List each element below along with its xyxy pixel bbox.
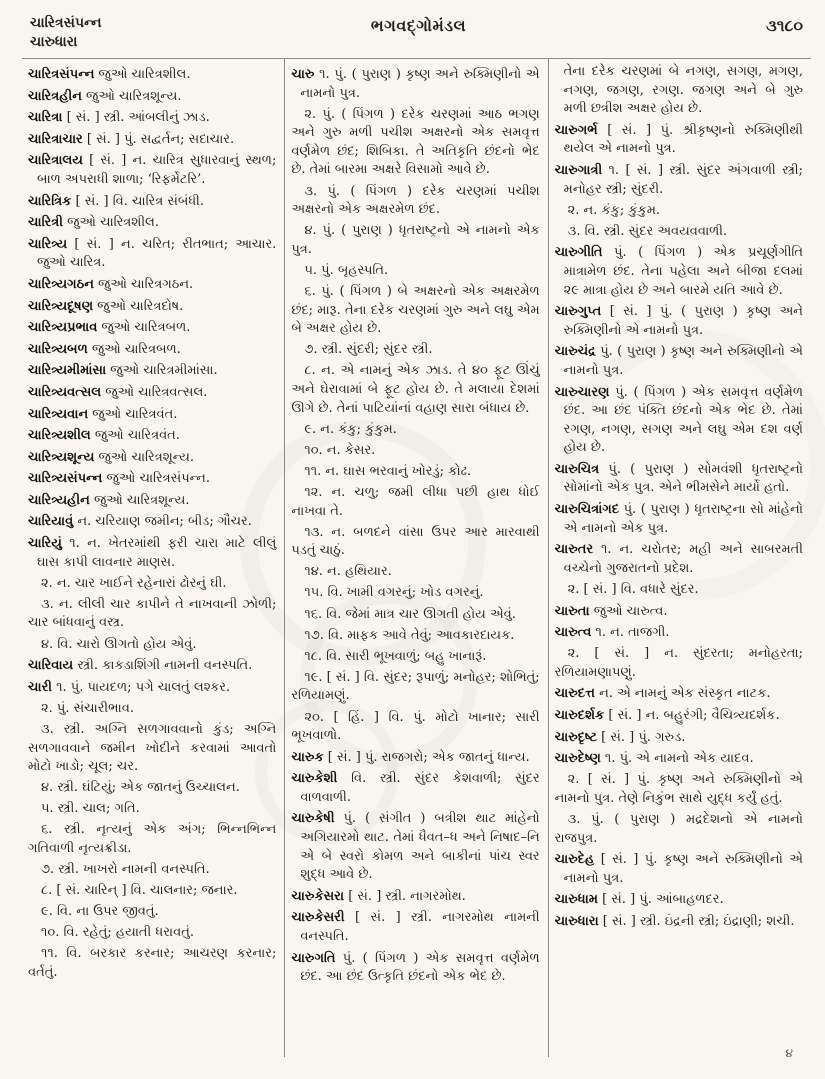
- headword: ચારિત્ર્ય: [28, 236, 68, 252]
- dictionary-entry: ચારિયું ૧. ન. ખેતરમાંથી ફરી ચારા માટે લીલું ઘાસ કાપી લાવનાર માણસ.: [28, 536, 277, 570]
- entry-sense: ૩. પું. ( પિંગળ ) દરેક ચરણમાં પચીશ અક્ષરનો એક અક્ષરમેળ છંદ.: [291, 183, 540, 218]
- column-left: [22, 59, 284, 1057]
- dictionary-entry: ચારુધારા [ સં. ] સ્ત્રી. ઇંદ્રની સ્ત્રી; ઇંદ્રાણી; શચી.: [554, 913, 795, 929]
- headword: ચારિત્રાલય: [28, 153, 83, 169]
- entry-sense: ૫. પું. બૃહસ્પતિ.: [304, 262, 389, 278]
- dictionary-entry: ચારુતર ૧. ન. ચરોતર; મહી અને સાબરમતી વચ્ચેનો ગુજરાતનો પ્રદેશ.: [554, 542, 803, 576]
- entry-continuation: તેના દરેક ચરણમાં બે નગણ, સગણ, મગણ, નગણ, જગણ, રગણ. જગણ અને બે ગુરુ મળી છત્રીશ અક્ષર હોય છે.: [563, 64, 803, 117]
- dictionary-entry: ચારિત્રી જુઓ ચારિત્રશીલ.: [28, 215, 160, 231]
- entry-sense: ૪. પું. ( પુરાણ ) ધૃતરાષ્ટ્રનો એ નામનો એક પુત્ર.: [291, 223, 540, 257]
- dictionary-entry: ચારિત્રસંપન્ન જુઓ ચારિત્રશીલ.: [28, 67, 191, 82]
- dictionary-entry: ચારુકેસરી [ સં. ] સ્ત્રી. નાગરમોથ નામની વનસ્પતિ.: [291, 910, 540, 945]
- entry-sense: ૭. સ્ત્રી. સુંદરી; સુંદર સ્ત્રી.: [304, 342, 433, 358]
- entry-sense: ૩. ન. લીલી ચાર કાપીને તે નાખવાની ઝોળી; ચાર બાંધવાનું વસ્ત્ર.: [28, 596, 277, 631]
- headword: ચારુ: [291, 67, 315, 82]
- entry-sense: ૧૬. વિ. જેમાં માત્ર ચાર ઊગતી હોય એવું.: [304, 606, 516, 622]
- dictionary-entry: ચારુતા જુઓ ચારુત્વ.: [554, 603, 668, 619]
- dictionary-entry: ચારિત્ર્યસંપન્ન જુઓ ચારિત્રસંપન્ન.: [28, 471, 210, 487]
- entry-sense: ૨. [ સં. ] પું. કૃષ્ણ અને રુક્મિણીનો એ નામનો પુત્ર. તેણે નિકુંભ સાથે યુદ્ધ કર્યું હતું.: [554, 772, 803, 806]
- dictionary-entry: ચારુદર્શક [ સં. ] ન. બહુરંગી; વૈચિત્ર્યદર્શક.: [554, 708, 780, 723]
- dictionary-entry: ચારિત્રાચાર [ સં. ] પું. સદ્વર્તન; સદાચાર.: [28, 131, 235, 147]
- entry-sense: ૨. ન. ચાર ખાઈને રહેનારાં ઢોરનું ઘી.: [41, 575, 227, 591]
- headword: ચારુતર: [554, 542, 594, 558]
- entry-sense: ૧૨. ન. ચળુ; જમી લીધા પછી હાથ ધોઈ નાખવા તે.: [291, 484, 540, 519]
- dictionary-entry: ચારિત્રિક [ સં. ] વિ. ચારિત્ર સંબંધી.: [28, 193, 204, 209]
- book-title: ભગવદ્ગોમંડલ: [370, 16, 467, 35]
- headword: ચારિત્ર્યમીમાંસા: [28, 363, 107, 379]
- entry-sense: ૨. [ સં. ] ન. સુંદરતા; મનોહરતા; રળિયામણાપણું.: [554, 646, 803, 680]
- dictionary-entry: ચારુક [ સં. ] પું. રાજગરો; એક જાતનું ધાન્ય.: [291, 749, 530, 765]
- dictionary-entry: ચારિત્ર્યપ્રભાવ જુઓ ચારિત્રબળ.: [28, 320, 191, 336]
- entry-sense: ૩. પું. ( પુરાણ ) મદ્રદેશનો એ નામનો રાજપુત્ર.: [554, 811, 803, 846]
- guide-word-first: ચારિત્રસંપન્ન: [30, 15, 102, 31]
- headword: ચારુદત્ત: [554, 686, 595, 702]
- headword: ચારુદેષ્ણ: [554, 751, 601, 767]
- entry-sense: ૯. ન. કંકુ; કુંકુમ.: [304, 421, 397, 437]
- headword: ચારિત્ર્યવત્સલ: [28, 384, 102, 400]
- headword: ચારિત્ર્યહીન: [28, 492, 90, 508]
- dictionary-entry: ચારિત્ર્યશૂન્ય જુઓ ચારિત્રશૂન્ય.: [28, 449, 195, 465]
- dictionary-entry: ચારી ૧. પું. પાયદળ; પગે ચાલતું લશ્કર.: [28, 679, 231, 695]
- page-header: [30, 14, 807, 58]
- entry-sense: ૨૦. [ હિં. ] વિ. પું. મોટો ખાનાર; સારી ભૂખવાળો.: [291, 709, 540, 744]
- entry-sense: ૬. સ્ત્રી. નૃત્યનું એક અંગ; ભિન્નભિન્ન ગતિવાળી નૃત્યક્રીડા.: [28, 822, 277, 856]
- headword: ચારુગર્ભ: [554, 122, 598, 138]
- dictionary-entry: ચારિત્ર્યશીલ જુઓ ચારિત્રવંત.: [28, 428, 180, 444]
- entry-sense: ૨. પું. ( પિંગળ ) દરેક ચરણમાં આઠ ભગણ અને ગુરુ મળી પચીશ અક્ષરનો એક સમવૃત્ત વર્ણમેળ છંદ; શિબિકા. તે અતિકૃતિ છંદનો ભેદ છે. તેમાં બારમા અક્ષરે વિસામો આવે છે.: [291, 106, 540, 178]
- dictionary-entry: ચારિત્ર્યમીમાંસા જુઓ ચારિત્રમીમાંસા.: [28, 363, 218, 379]
- dictionary-entry: ચારુગુપ્ત [ સં. ] પું. ( પુરાણ ) કૃષ્ણ અને રુક્મિણીનો એ નામનો પુત્ર.: [554, 304, 803, 338]
- dictionary-entry: ચારિત્ર્ય [ સં. ] ન. ચરિત; રીતભાત; આચાર. જુઓ ચારિત્ર.: [28, 236, 277, 271]
- dictionary-entry: ચારિત્રા [ સં. ] સ્ત્રી. આંબલીનું ઝાડ.: [28, 110, 210, 126]
- text-columns: [22, 59, 811, 1057]
- headword: ચારિત્ર્યબળ: [28, 341, 88, 357]
- headword: ચારિત્ર્યશીલ: [28, 428, 91, 444]
- headword: ચારિયાવું: [28, 514, 74, 530]
- entry-sense: ૧૭. વિ. માફક આવે તેવું; આવકારદાયક.: [304, 627, 515, 643]
- headword: ચારુચંદ્ર: [554, 344, 596, 360]
- headword: ચારુગતિ: [291, 950, 336, 966]
- dictionary-entry: ચારુગર્ભ [ સં. ] પું. શ્રીકૃષ્ણનો રુક્મિણીથી થયેલ એ નામનો પુત્ર.: [554, 122, 803, 157]
- headword: ચારુતા: [554, 603, 590, 619]
- headword: ચારિત્રાચાર: [28, 131, 83, 147]
- dictionary-entry: ચારુગીતિ પું. ( પિંગળ ) એક પ્રચૂર્ણગીતિ માત્રામેળ છંદ. તેના પહેલા અને બીજા દલમાં ૨૯ માત્રા હોય છે અને બારમે યતિ આવે છે.: [554, 245, 803, 298]
- headword: ચારુકેસરા: [291, 888, 345, 904]
- entry-sense: ૫. સ્ત્રી. ચાલ; ગતિ.: [41, 801, 140, 817]
- dictionary-entry: ચારુદૃષ્ટ [ સં. ] પું. ગરુડ.: [554, 729, 686, 745]
- headword: ચારુચારણ: [554, 384, 610, 400]
- headword: ચારુદૃષ્ટ: [554, 729, 598, 745]
- headword: ચારિત્ર્યશૂન્ય: [28, 449, 95, 465]
- guide-word-last: ચારુધારા: [30, 34, 78, 50]
- dictionary-entry: ચારિત્ર્યવાન જુઓ ચારિત્રવંત.: [28, 406, 178, 422]
- dictionary-entry: ચારિત્ર્યવત્સલ જુઓ ચારિત્રવત્સલ.: [28, 384, 208, 400]
- entry-sense: ૧૫. વિ. ખામી વગરનું; ખોડ વગરનું.: [304, 585, 484, 601]
- dictionary-entry: ચારુત્વ ૧. ન. તાજગી.: [554, 625, 670, 641]
- dictionary-entry: ચારિત્ર્યબળ જુઓ ચારિત્રબળ.: [28, 341, 181, 357]
- headword: ચારુકેશી: [291, 771, 338, 787]
- entry-sense: ૧૧. ન. ઘાસ ભરવાનું ખોરડું; કોઢ.: [304, 463, 472, 479]
- headword: ચારિત્ર્યદૂષણ: [28, 298, 94, 314]
- headword: ચારુક: [291, 749, 324, 765]
- headword: ચારુદેહ: [554, 852, 595, 868]
- entry-sense: ૩. વિ. સ્ત્રી. સુંદર અવયવવાળી.: [567, 223, 728, 239]
- column-right: [548, 59, 811, 1057]
- headword: ચારિત્રી: [28, 215, 63, 231]
- headword: ચારિત્રા: [28, 110, 63, 126]
- entry-sense: ૯. વિ. ના ઉપર જીવતું.: [41, 904, 159, 920]
- entry-sense: ૪. વિ. ચારો ઊગતો હોય એવું.: [41, 636, 197, 652]
- entry-sense: ૧૮. વિ. સારી ભૂખવાળું; બહુ ખાનારૂં.: [304, 648, 487, 664]
- headword: ચારુગીતિ: [554, 245, 603, 261]
- dictionary-entry: ચારુ ૧. પું. ( પુરાણ ) કૃષ્ણ અને રુક્મિણીનો એ નામનો પુત્ર.: [291, 67, 540, 101]
- dictionary-entry: ચારિવાય સ્ત્રી. કાકડાશિંગી નામની વનસ્પતિ.: [28, 658, 253, 674]
- signature-mark: ૪: [785, 1046, 793, 1060]
- entry-sense: ૧૧. વિ. બરકાર કરનાર; આચરણ કરનાર; વર્તતું.: [28, 946, 277, 981]
- page-number: ૩૧૮૦: [766, 16, 803, 35]
- dictionary-entry: ચારુધામ [ સં. ] પું. આંબાહળદર.: [554, 892, 724, 908]
- dictionary-entry: ચારિત્ર્યગઠન જુઓ ચારિત્રગઠન.: [28, 276, 194, 292]
- headword: ચારુકેસરી: [291, 910, 345, 926]
- entry-sense: ૩. સ્ત્રી. અગ્નિ સળગાવવાનો કુંડ; અગ્નિ સળગાવવાને જમીન ખોદીને કરવામાં આવતો મોટો ખાડો; ચૂલ; ચર.: [28, 721, 277, 775]
- entry-sense: ૬. પું. ( પિંગળ ) બે અક્ષરનો એક અક્ષરમેળ છંદ; મારૂ. તેના દરેક ચરણમાં ગુરુ અને લઘુ એમ બે અક્ષર હોય છે.: [291, 284, 540, 337]
- entry-sense: ૨. પું. સંચારીભાવ.: [41, 700, 134, 716]
- entry-sense: ૧૯. [ સં. ] વિ. સુંદર; રૂપાળું; મનોહર; શોભિતું; રળિયામણું.: [291, 669, 540, 704]
- headword: ચારુદર્શક: [554, 708, 605, 723]
- headword: ચારુધામ: [554, 892, 598, 908]
- dictionary-entry: ચારુચંદ્ર પું. ( પુરાણ ) કૃષ્ણ અને રુક્મિણીનો એ નામનો પુત્ર.: [554, 344, 803, 378]
- headword: ચારિત્ર્યપ્રભાવ: [28, 320, 98, 336]
- headword: ચારુગાત્રી: [554, 162, 603, 178]
- dictionary-entry: ચારુચારણ પું. ( પિંગળ ) એક સમવૃત્ત વર્ણમેળ છંદ. આ છંદ પંક્તિ છંદનો એક ભેદ છે. તેમાં રગણ, નગણ, સગણ અને લઘુ એમ દશ વર્ણ હોય છે.: [554, 384, 803, 456]
- entry-sense: ૧૦. ન. કેસર.: [304, 442, 376, 458]
- headword: ચારી: [28, 679, 53, 695]
- entry-sense: ૭. સ્ત્રી. ખાખરો નામની વનસ્પતિ.: [41, 862, 210, 878]
- headword: ચારુચિત્ર: [554, 461, 600, 477]
- dictionary-entry: ચારુચિત્ર પું. ( પુરાણ ) સોમવંશી ધૃતરાષ્ટ્રનો સોમાંનો એક પુત્ર. એને ભીમસેને માર્યો હતો.: [554, 461, 803, 496]
- dictionary-entry: ચારુદેહ [ સં. ] પું. કૃષ્ણ અને રુક્મિણીનો એ નામનો પુત્ર.: [554, 852, 803, 886]
- headword: ચારુકેષી: [291, 811, 335, 827]
- entry-sense: ૧૩. ન. બળદને વાંસા ઉપર આર મારવાથી પડતું ચાઠું.: [291, 524, 540, 559]
- entry-sense: ૧૪. ન. હથિયાર.: [304, 564, 392, 580]
- headword: ચારુચિત્રાંગદ: [554, 502, 620, 518]
- entry-sense: ૮. ન. એ નામનું એક ઝાડ. તે ૪૦ ફૂટ ઊંચું અને ઘેરાવામાં બે ફૂટ હોય છે. તે મલાયા દેશમાં ઊગે છે. તેનાં પાટિયાંનાં વહાણ સારા બંધાય છે.: [291, 363, 540, 416]
- dictionary-entry: ચારુકેશી વિ. સ્ત્રી. સુંદર કેશવાળી; સુંદર વાળવાળી.: [291, 771, 540, 805]
- entry-sense: ૨. [ સં. ] વિ. વધારે સુંદર.: [567, 581, 699, 597]
- headword: ચારિત્ર્યસંપન્ન: [28, 471, 103, 487]
- dictionary-entry: ચારુકેષી પું. ( સંગીત ) બત્રીશ થાટ માંહેનો અગિયારમો થાટ. તેમાં ધૈવત–ધ અને નિષાદ–નિ એ બે સ્વરો કોમળ અને બાકીનાં પાંચ સ્વર શુદ્ધ આવે છે.: [291, 811, 540, 883]
- headword: ચારિત્ર્યગઠન: [28, 276, 94, 292]
- entry-sense: ૮. [ સં. ચારિન્ ] વિ. ચાલનાર; જનાર.: [41, 883, 238, 899]
- dictionary-entry: ચારુદત્ત ન. એ નામનું એક સંસ્કૃત નાટક.: [554, 686, 771, 702]
- headword: ચારુગુપ્ત: [554, 304, 602, 320]
- dictionary-entry: ચારિત્રાલય [ સં. ] ન. ચારિત્ર સુધારવાનું સ્થળ; બાળ અપરાધી શાળા; ‘રિફર્મેટરિ’.: [28, 153, 277, 187]
- dictionary-entry: ચારુચિત્રાંગદ પું. ( પુરાણ ) ધૃતરાષ્ટ્રના સો માંહેનો એ નામનો એક પુત્ર.: [554, 502, 803, 536]
- dictionary-entry: ચારુગાત્રી ૧. [ સં. ] સ્ત્રી. સુંદર અંગવાળી સ્ત્રી; મનોહર સ્ત્રી; સુંદરી.: [554, 162, 803, 197]
- headword: ચારુધારા: [554, 913, 599, 929]
- column-middle: [284, 59, 547, 1057]
- entry-sense: ૪. સ્ત્રી. ઘંટિયું; એક જાતનું ઉચ્ચાલન.: [41, 780, 240, 796]
- dictionary-entry: ચારિત્ર્યહીન જુઓ ચારિત્રશૂન્ય.: [28, 492, 190, 508]
- headword: ચારિત્રસંપન્ન: [28, 67, 95, 82]
- headword: ચારિત્ર્યવાન: [28, 406, 89, 422]
- headword: ચારિત્રહીન: [28, 88, 82, 104]
- dictionary-entry: ચારુગતિ પું. ( પિંગળ ) એક સમવૃત્ત વર્ણમેળ છંદ. આ છંદ ઉત્કૃતિ છંદનો એક ભેદ છે.: [291, 950, 540, 985]
- dictionary-entry: ચારુકેસરા [ સં. ] સ્ત્રી. નાગરમોથ.: [291, 888, 466, 904]
- entry-sense: ૨. ન. કંકુ; કુંકુમ.: [567, 202, 661, 218]
- dictionary-entry: ચારુદેષ્ણ ૧. પું. એ નામનો એક યાદવ.: [554, 751, 754, 767]
- headword: ચારિવાય: [28, 658, 74, 674]
- headword: ચારુત્વ: [554, 625, 592, 641]
- headword: ચારિત્રિક: [28, 193, 72, 209]
- entry-sense: ૧૦. વિ. રહેતું; હયાતી ધરાવતું.: [41, 925, 194, 941]
- dictionary-entry: ચારિત્રહીન જુઓ ચારિત્રશૂન્ય.: [28, 88, 182, 104]
- headword: ચારિયું: [28, 536, 62, 552]
- dictionary-entry: ચારિત્ર્યદૂષણ જુઓ ચારિત્રદોષ.: [28, 298, 184, 314]
- dictionary-entry: ચારિયાવું ન. ચરિયાણ જમીન; બીડ; ગૌચર.: [28, 514, 252, 530]
